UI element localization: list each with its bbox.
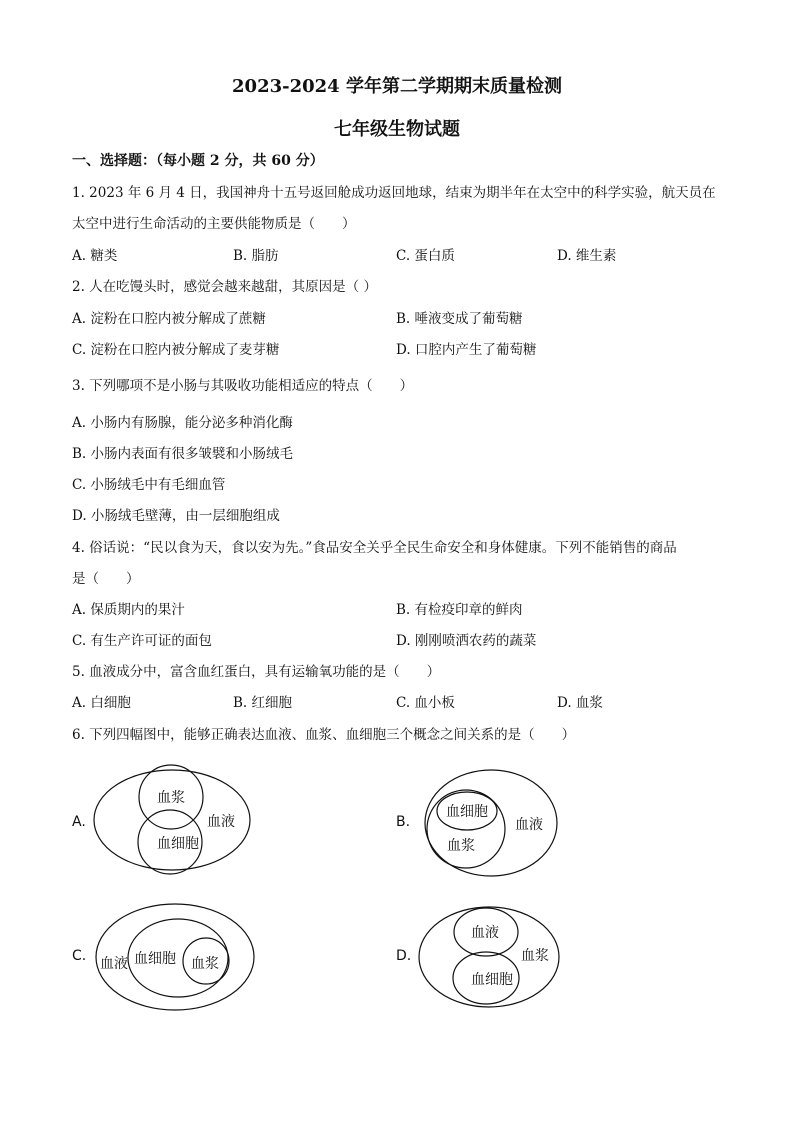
question-2-option-a[interactable]: A. 淀粉在口腔内被分解成了蔗糖 <box>72 311 266 327</box>
diagram-a-cells-label: 血细胞 <box>157 836 199 852</box>
question-1-line-1: 1. 2023 年 6 月 4 日，我国神舟十五号返回舱成功返回地球，结束为期半年在太空中的科学实验，航天员在 <box>72 185 716 201</box>
diagram-b-letter: B. <box>396 814 411 830</box>
question-4-option-b[interactable]: B. 有检疫印章的鲜肉 <box>396 602 523 618</box>
question-1-option-c[interactable]: C. 蛋白质 <box>396 248 455 264</box>
question-3-option-b[interactable]: B. 小肠内表面有很多皱襞和小肠绒毛 <box>72 446 294 462</box>
question-3-line-1: 3. 下列哪项不是小肠与其吸收功能相适应的特点（ ） <box>72 378 414 394</box>
diagram-c-cells-label: 血细胞 <box>134 951 176 967</box>
diagram-b-plasma-label: 血浆 <box>447 838 475 854</box>
question-3-option-d[interactable]: D. 小肠绒毛壁薄，由一层细胞组成 <box>72 508 280 524</box>
question-4-option-a[interactable]: A. 保质期内的果汁 <box>72 602 185 618</box>
diagram-a-blood-label: 血液 <box>207 814 235 830</box>
question-2-line-1: 2. 人在吃馒头时，感觉会越来越甜，其原因是（ ） <box>72 279 377 295</box>
diagram-c-blood-label: 血液 <box>100 956 128 972</box>
diagram-d-letter: D. <box>396 948 412 964</box>
question-1-option-d[interactable]: D. 维生素 <box>557 248 617 264</box>
question-1-option-b[interactable]: B. 脂肪 <box>233 248 279 264</box>
question-5-option-d[interactable]: D. 血浆 <box>557 695 603 711</box>
diagram-d-plasma-label: 血浆 <box>521 948 549 964</box>
question-2-option-d[interactable]: D. 口腔内产生了葡萄糖 <box>396 342 537 358</box>
diagram-a-letter: A. <box>72 814 86 830</box>
question-3-option-a[interactable]: A. 小肠内有肠腺，能分泌多种消化酶 <box>72 415 293 431</box>
section-heading: 一、选择题：（每小题 2 分，共 60 分） <box>72 153 324 169</box>
question-1-line-2: 太空中进行生命活动的主要供能物质是（ ） <box>72 216 356 232</box>
diagram-a-plasma-label: 血浆 <box>157 790 185 806</box>
question-2-option-c[interactable]: C. 淀粉在口腔内被分解成了麦芽糖 <box>72 342 280 358</box>
diagram-d-cells-label: 血细胞 <box>471 972 513 988</box>
diagram-d-blood-label: 血液 <box>471 925 499 941</box>
question-1-option-a[interactable]: A. 糖类 <box>72 248 118 264</box>
question-4-line-1: 4. 俗话说：“民以食为天，食以安为先。”食品安全关乎全民生命安全和身体健康。下列不能销售的商品 <box>72 540 677 556</box>
question-5-line-1: 5. 血液成分中，富含血红蛋白，具有运输氧功能的是（ ） <box>72 664 441 680</box>
diagram-b-blood-label: 血液 <box>515 817 543 833</box>
question-4-line-2: 是（ ） <box>72 571 140 587</box>
question-2-option-b[interactable]: B. 唾液变成了葡萄糖 <box>396 311 523 327</box>
question-4-option-d[interactable]: D. 刚刚喷洒农药的蔬菜 <box>396 633 537 649</box>
question-5-option-c[interactable]: C. 血小板 <box>396 695 455 711</box>
diagram-c-letter: C. <box>72 948 87 964</box>
exam-subtitle: 七年级生物试题 <box>334 119 460 140</box>
question-3-option-c[interactable]: C. 小肠绒毛中有毛细血管 <box>72 477 226 493</box>
question-6-line-1: 6. 下列四幅图中，能够正确表达血液、血浆、血细胞三个概念之间关系的是（ ） <box>72 727 576 743</box>
question-5-option-b[interactable]: B. 红细胞 <box>233 695 293 711</box>
exam-title: 2023-2024 学年第二学期期末质量检测 <box>232 76 562 97</box>
question-4-option-c[interactable]: C. 有生产许可证的面包 <box>72 633 212 649</box>
diagram-c-plasma-label: 血浆 <box>191 956 219 972</box>
question-5-option-a[interactable]: A. 白细胞 <box>72 695 131 711</box>
diagram-b-cells-label: 血细胞 <box>446 804 488 820</box>
